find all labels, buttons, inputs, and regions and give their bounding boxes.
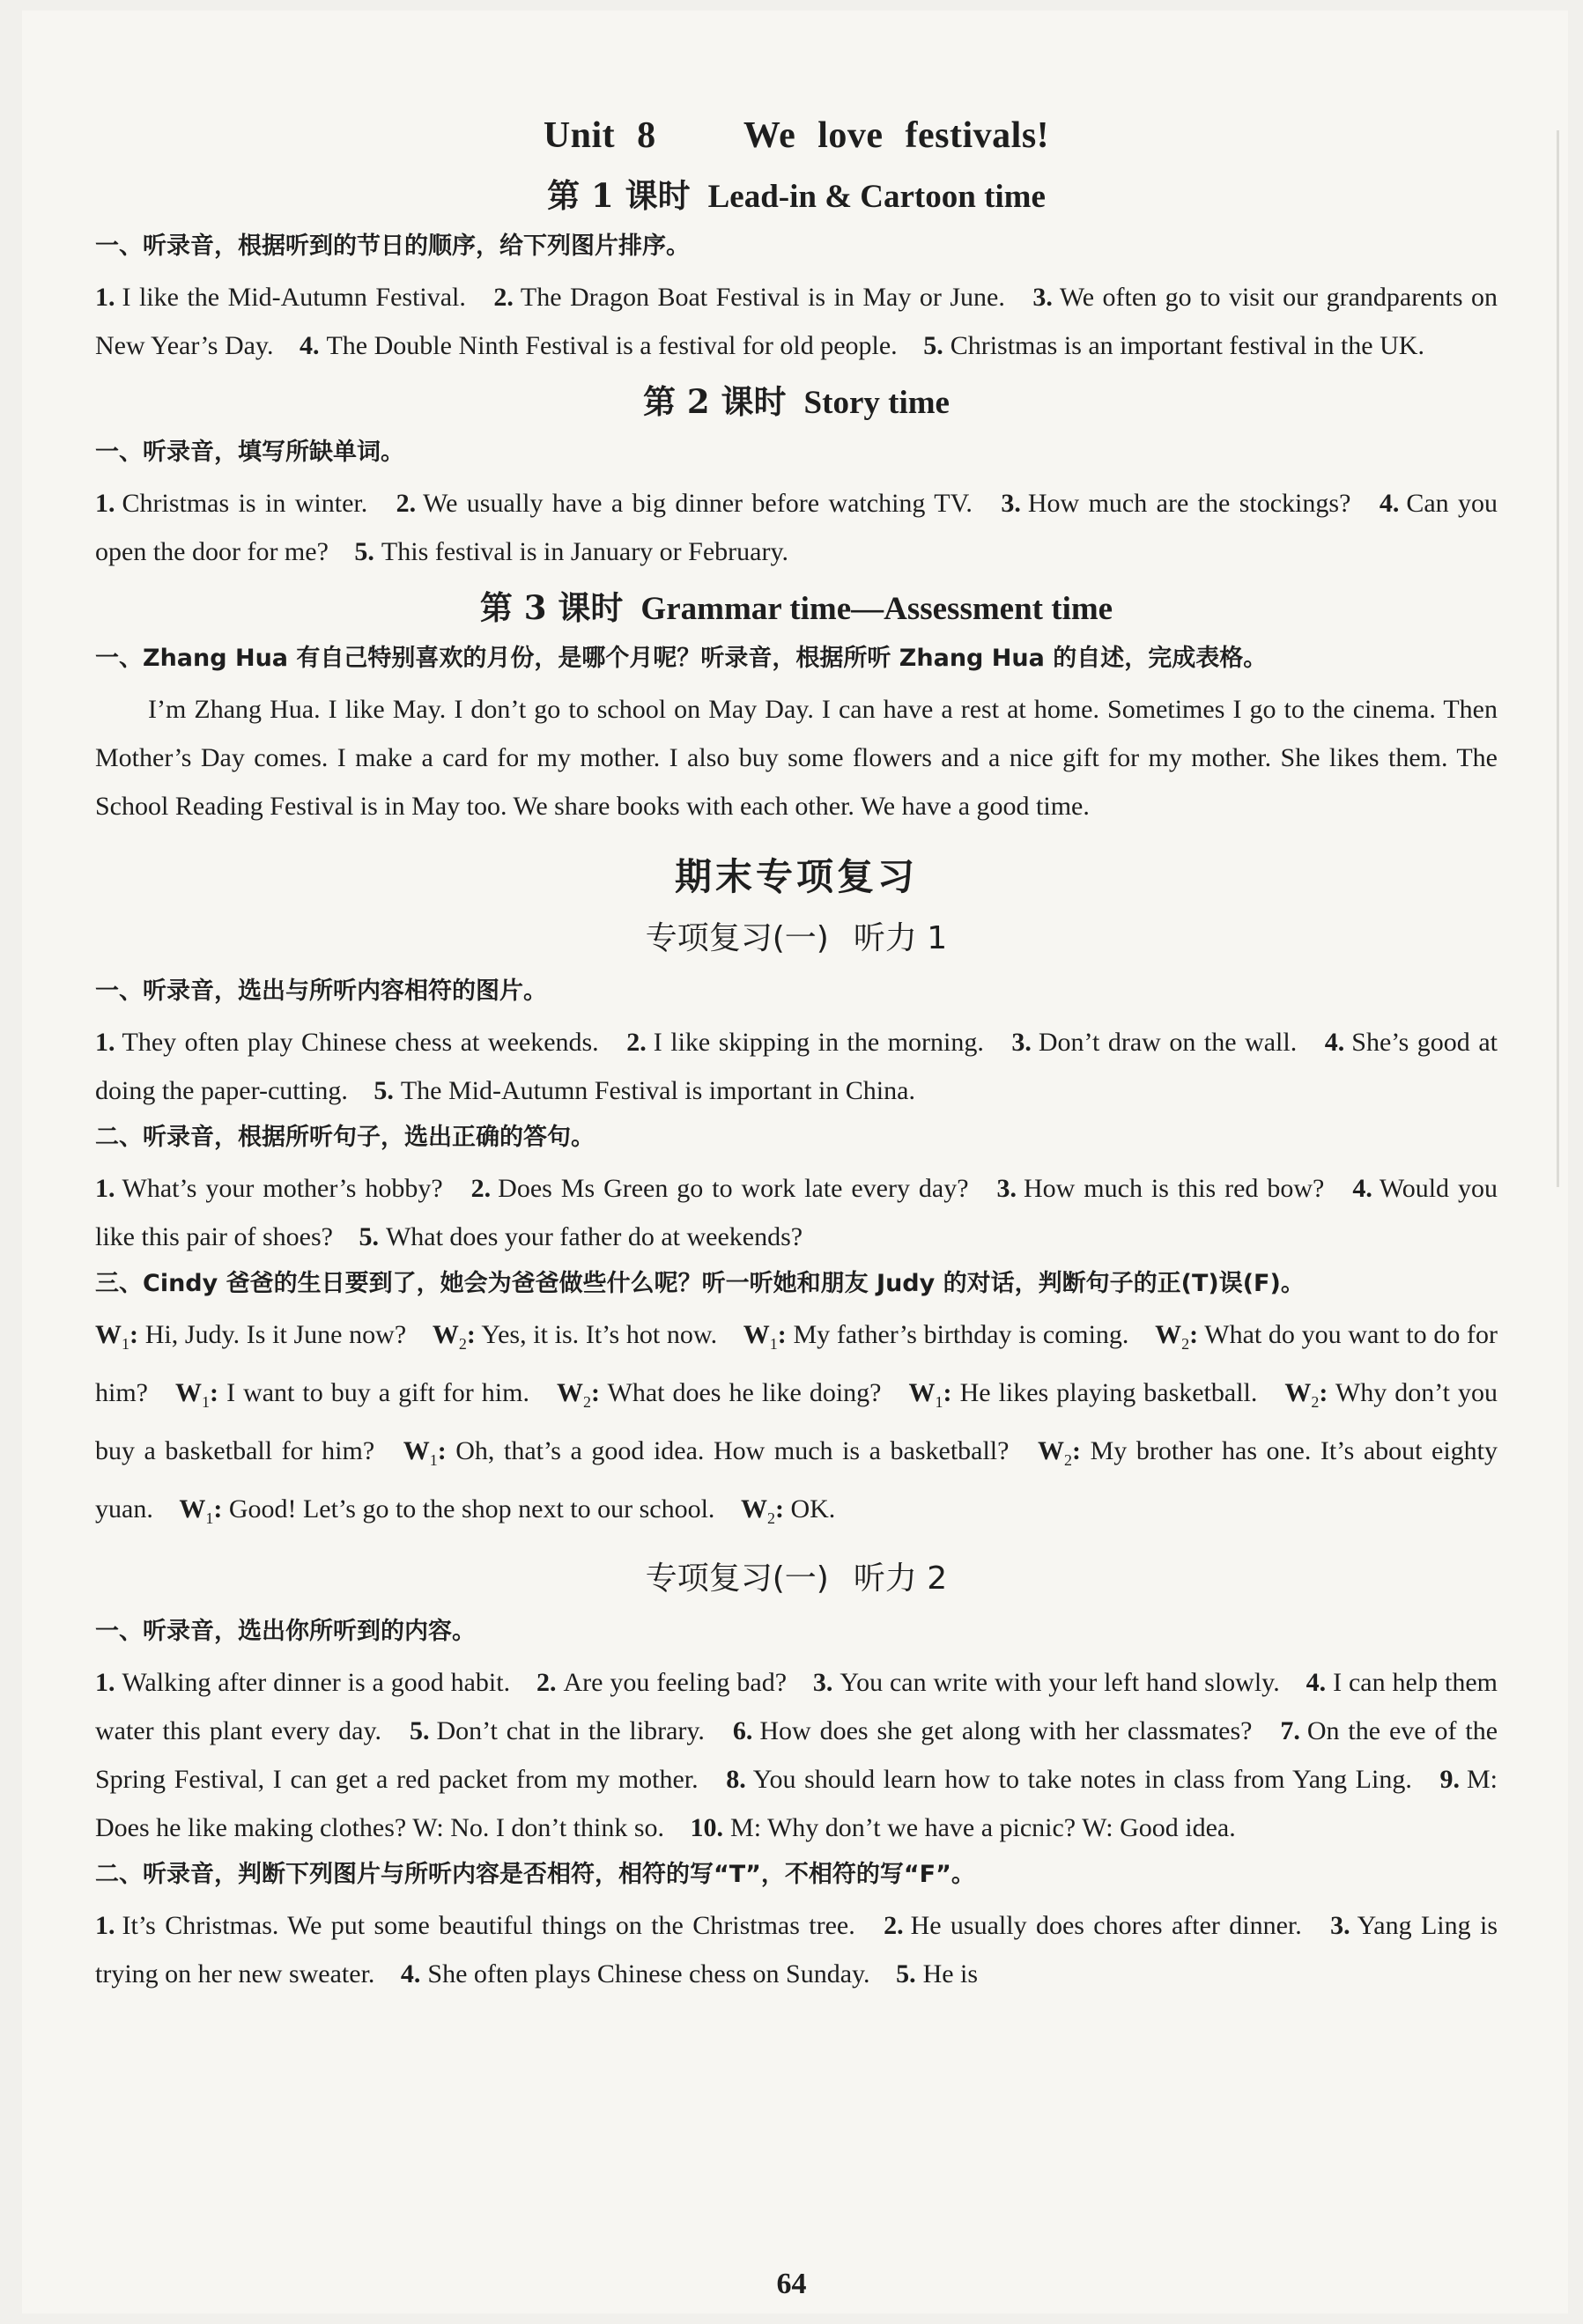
part-2-q2-items (95, 1901, 1498, 1998)
list-item: 4. She often plays Chinese chess on Sunday. (400, 1959, 870, 1988)
list-item: 2. Are you feeling bad? (536, 1668, 788, 1697)
list-item: 3. Yang Ling is trying on her new sweater. (95, 1911, 1498, 1988)
list-item: 1. It’s Christmas. We put some beautiful things on the Christmas tree. (95, 1911, 855, 1940)
list-item: 5. What does your father do at weekends? (359, 1222, 803, 1251)
list-item: 4. Would you like this pair of shoes? (95, 1174, 1498, 1251)
dialogue-line: $W_1$: Oh, that’s a good idea. How much is a basketball? (403, 1436, 1010, 1469)
lesson-3-title-cn: 第 3 课时 (479, 588, 624, 627)
dialogue-line: $W_1$: He likes playing basketball. (908, 1378, 1258, 1411)
part-1-q1-instruction: 一、听录音，选出与所听内容相符的图片。 (95, 978, 547, 1005)
lesson-1-title-cn: 第 1 课时 (547, 176, 691, 215)
part-1-q2-instruction: 二、听录音，根据所听句子，选出正确的答句。 (95, 1124, 595, 1151)
list-item: 1. What’s your mother’s hobby? (95, 1174, 443, 1203)
dialogue-line: $W_1$: Good! Let’s go to the shop next to our school. (179, 1494, 715, 1527)
review-part-2-title-text: 专项复习(一) (645, 1560, 829, 1597)
list-item: 2. I like skipping in the morning. (626, 1028, 984, 1057)
list-item: 7. On the eve of the Spring Festival, I can get a red packet from my mother. (95, 1716, 1498, 1794)
lesson-3-passage: I’m Zhang Hua. I like May. I don’t go to school on May Day. I can have a rest at home. Sometimes I go to the cinema. Then Mother’s Day comes. I make a card for my mother. I also buy some flowers and a nice gift for my mother. She likes them. The School Reading Festival is in May too. We share books with each other. We have a good time. (95, 695, 1498, 821)
dialogue-line: $W_2$: OK. (740, 1494, 836, 1527)
list-item: 3. We often go to visit our grandparents on New Year’s Day. (95, 283, 1498, 360)
dialogue-line: $W_2$: My brother has one. It’s about eighty yuan. (95, 1436, 1498, 1524)
list-item: 2. Does Ms Green go to work late every day? (470, 1174, 969, 1203)
dialogue-line: $W_1$: Hi, Judy. Is it June now? (95, 1320, 407, 1353)
dialogue-line: $W_2$: What do you want to do for him? (95, 1320, 1498, 1407)
list-item: 5. The Mid-Autumn Festival is important in China. (374, 1076, 915, 1105)
dialogue-line: $W_2$: Yes, it is. It’s hot now. (432, 1320, 718, 1353)
lesson-3-instruction: 一、Zhang Hua 有自己特别喜欢的月份，是哪个月呢？听录音，根据所听 Zhang Hua 的自述，完成表格。 (95, 645, 1268, 672)
list-item: 3. Don’t draw on the wall. (1011, 1028, 1298, 1057)
part-1-q2-items (95, 1164, 1498, 1261)
list-item: 10. M: Why don’t we have a picnic? W: Good idea. (690, 1813, 1236, 1842)
lesson-1-title-en: Lead-in & Cartoon time (707, 179, 1046, 215)
list-item: 4. She’s good at doing the paper-cutting. (95, 1028, 1498, 1105)
list-item: 5. Don’t chat in the library. (409, 1716, 705, 1745)
dialogue-line: $W_1$: I want to buy a gift for him. (175, 1378, 529, 1411)
list-item: 4. Can you open the door for me? (95, 489, 1498, 566)
list-item: 3. How much is this red bow? (996, 1174, 1325, 1203)
list-item: 5. This festival is in January or February. (354, 537, 789, 566)
lesson-2-instruction: 一、听录音，填写所缺单词。 (95, 439, 404, 466)
lesson-1-title (95, 169, 1498, 217)
part-2-q1-instruction: 一、听录音，选出你所听到的内容。 (95, 1618, 476, 1645)
review-title: 期末专项复习 (674, 855, 918, 898)
page-number: 64 (776, 2268, 807, 2300)
list-item: 5. Christmas is an important festival in the UK. (923, 331, 1424, 360)
list-item: 2. We usually have a big dinner before watching TV. (396, 489, 973, 518)
list-item: 1. I like the Mid-Autumn Festival. (95, 283, 466, 312)
review-part-2-subtitle: 听力 2 (853, 1560, 948, 1597)
list-item: 1. Christmas is in winter. (95, 489, 368, 518)
list-item: 4. I can help them water this plant every day. (95, 1668, 1498, 1745)
review-part-2-title (95, 1553, 1498, 1598)
part-1-q3-dialogue (95, 1310, 1498, 1543)
part-2-q2-instruction: 二、听录音，判断下列图片与所听内容是否相符，相符的写“T”，不相符的写“F”。 (95, 1861, 975, 1888)
list-item: 4. The Double Ninth Festival is a festival for old people. (299, 331, 898, 360)
lesson-3-title-en: Grammar time—Assessment time (640, 591, 1113, 627)
lesson-1-items (95, 273, 1498, 370)
review-part-1-subtitle: 听力 1 (853, 920, 948, 956)
lesson-2-items (95, 479, 1498, 576)
list-item: 1. They often play Chinese chess at weekends. (95, 1028, 599, 1057)
unit-title: Unit 8 We love festivals! (543, 115, 1050, 156)
lesson-1-instruction: 一、听录音，根据听到的节日的顺序，给下列图片排序。 (95, 232, 690, 260)
part-1-q3-instruction: 三、Cindy 爸爸的生日要到了，她会为爸爸做些什么呢？听一听她和朋友 Judy 的对话，判断句子的正(T)误(F)。 (95, 1270, 1305, 1297)
list-item: 1. Walking after dinner is a good habit. (95, 1668, 511, 1697)
dialogue-line: $W_2$: Why don’t you buy a basketball for him? (95, 1378, 1498, 1465)
lesson-2-title (95, 375, 1498, 423)
list-item: 6. How does she get along with her classmates? (732, 1716, 1253, 1745)
part-2-q1-items (95, 1658, 1498, 1852)
list-item: 2. The Dragon Boat Festival is in May or June. (493, 283, 1005, 312)
list-item: 3. How much are the stockings? (1001, 489, 1351, 518)
list-item: 5. He is (896, 1959, 979, 1988)
dialogue-line: $W_2$: What does he like doing? (557, 1378, 882, 1411)
list-item: 8. You should learn how to take notes in class from Yang Ling. (726, 1765, 1412, 1794)
list-item: 2. He usually does chores after dinner. (884, 1911, 1302, 1940)
lesson-3-title (95, 581, 1498, 629)
lesson-2-title-cn: 第 2 课时 (643, 382, 787, 421)
lesson-2-title-en: Story time (803, 385, 950, 421)
review-part-1-title (95, 913, 1498, 958)
binding-edge-line (1557, 130, 1559, 1187)
list-item: 3. You can write with your left hand slowly. (812, 1668, 1280, 1697)
part-1-q1-items (95, 1018, 1498, 1115)
dialogue-line: $W_1$: My father’s birthday is coming. (743, 1320, 1129, 1353)
list-item: 9. M: Does he like making clothes? W: No. I don’t think so. (95, 1765, 1498, 1842)
review-part-1-title-text: 专项复习(一) (645, 920, 829, 956)
answer-content (95, 114, 1498, 2002)
